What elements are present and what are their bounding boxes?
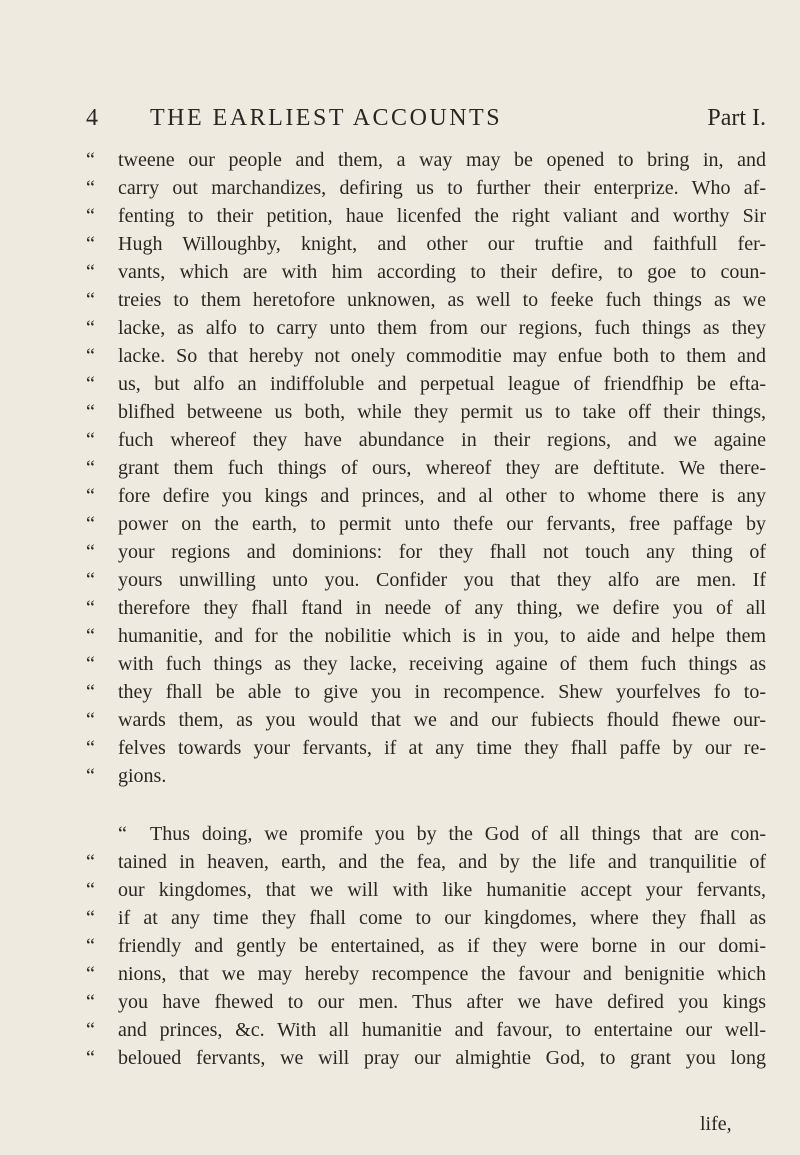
quote-mark: “ [86,879,95,901]
text-line [86,848,766,876]
line-text: yours unwilling unto you. Confider you that they alfo are men. If [118,569,766,591]
line-text: friendly and gently be entertained, as if they were borne in our domi- [118,935,766,957]
text-line [86,538,766,566]
quote-mark: “ [86,485,95,507]
text-line [86,398,766,426]
quote-mark: “ [86,597,95,619]
quote-mark: “ [86,205,95,227]
line-text: beloued fervants, we will pray our almightie God, to grant you long [118,1047,766,1069]
quote-mark: “ [86,1047,95,1069]
text-line [86,932,766,960]
text-line [86,202,766,230]
quote-mark: “ [86,935,95,957]
line-text: grant them fuch things of ours, whereof they are deftitute. We there- [118,457,766,479]
line-text: felves towards your fervants, if at any time they fhall paffe by our re- [118,737,766,759]
quote-mark: “ [86,345,95,367]
quote-mark: “ [86,1019,95,1041]
text-line [86,454,766,482]
line-text: blifhed betweene us both, while they permit us to take off their things, [118,401,766,423]
quote-mark: “ [86,177,95,199]
text-line [86,510,766,538]
quote-mark: “ [86,625,95,647]
line-text: carry out marchandizes, defiring us to further their enterprize. Who af- [118,177,766,199]
quote-mark: “ [86,907,95,929]
line-text: tained in heaven, earth, and the fea, and by the life and tranquilitie of [118,851,766,873]
quote-mark: “ [86,261,95,283]
line-text: our kingdomes, that we will with like humanitie accept your fervants, [118,879,766,901]
line-text: therefore they fhall ftand in neede of any thing, we defire you of all [118,597,766,619]
quote-mark: “ [86,317,95,339]
line-text: treies to them heretofore unknowen, as well to feeke fuch things as we [118,289,766,311]
catchword: life, [700,1113,732,1135]
quote-mark: “ [86,149,95,171]
text-line [86,230,766,258]
text-line [86,482,766,510]
text-line [86,370,766,398]
line-text: you have fhewed to our men. Thus after we have defired you kings [118,991,766,1013]
line-text: fuch whereof they have abundance in their regions, and we againe [118,429,766,451]
line-text: humanitie, and for the nobilitie which is in you, to aide and helpe them [118,625,766,647]
part-label: Part I. [707,105,766,131]
text-line [86,566,766,594]
quote-mark: “ [86,429,95,451]
line-text: if at any time they fhall come to our kingdomes, where they fhall as [118,907,766,929]
text-line [86,314,766,342]
quote-mark: “ [86,765,95,787]
line-text: tweene our people and them, a way may be opened to bring in, and [118,149,766,171]
text-line [86,960,766,988]
text-line [86,258,766,286]
text-line [86,876,766,904]
page-number: 4 [86,105,99,131]
quote-mark: “ [86,401,95,423]
text-line [86,904,766,932]
quote-mark: “ [86,457,95,479]
text-line [86,678,766,706]
running-header [86,105,766,139]
line-text: power on the earth, to permit unto thefe our fervants, free paffage by [118,513,766,535]
quote-mark: “ [86,681,95,703]
line-text: and princes, &c. With all humanitie and favour, to entertaine our well- [118,1019,766,1041]
line-text: Thus doing, we promife you by the God of all things that are con- [150,823,766,845]
text-line [86,174,766,202]
text-line [86,286,766,314]
quote-mark: “ [86,541,95,563]
text-line [86,706,766,734]
line-text: fore defire you kings and princes, and al other to whome there is any [118,485,766,507]
line-text: us, but alfo an indiffoluble and perpetual league of friendfhip be efta- [118,373,766,395]
line-text: fenting to their petition, haue licenfed the right valiant and worthy Sir [118,205,766,227]
running-title: THE EARLIEST ACCOUNTS [150,105,503,131]
text-line [86,1044,766,1072]
text-line [86,988,766,1016]
text-line [86,426,766,454]
quote-mark: “ [86,289,95,311]
line-text: with fuch things as they lacke, receiving againe of them fuch things as [118,653,766,675]
text-line [86,622,766,650]
line-text: wards them, as you would that we and our fubiects fhould fhewe our- [118,709,766,731]
text-line [86,342,766,370]
line-text: they fhall be able to give you in recompence. Shew yourfelves fo to- [118,681,766,703]
quote-mark: “ [86,653,95,675]
quote-mark: “ [86,851,95,873]
quote-mark: “ [86,991,95,1013]
quote-mark: “ [86,737,95,759]
quote-mark: “ [118,823,127,845]
quote-mark: “ [86,709,95,731]
line-text: lacke, as alfo to carry unto them from our regions, fuch things as they [118,317,766,339]
line-text: gions. [118,765,167,787]
line-text: lacke. So that hereby not onely commoditie may enfue both to them and [118,345,766,367]
text-line [86,1016,766,1044]
text-line [86,762,766,790]
quote-mark: “ [86,513,95,535]
text-line [86,594,766,622]
line-text: nions, that we may hereby recompence the favour and benignitie which [118,963,766,985]
text-line [86,734,766,762]
quote-mark: “ [86,569,95,591]
text-line [86,650,766,678]
quote-mark: “ [86,373,95,395]
quote-mark: “ [86,963,95,985]
quote-mark: “ [86,233,95,255]
text-line [86,820,766,848]
line-text: your regions and dominions: for they fhall not touch any thing of [118,541,766,563]
text-line [86,146,766,174]
line-text: Hugh Willoughby, knight, and other our truftie and faithfull fer- [118,233,766,255]
line-text: vants, which are with him according to their defire, to goe to coun- [118,261,766,283]
